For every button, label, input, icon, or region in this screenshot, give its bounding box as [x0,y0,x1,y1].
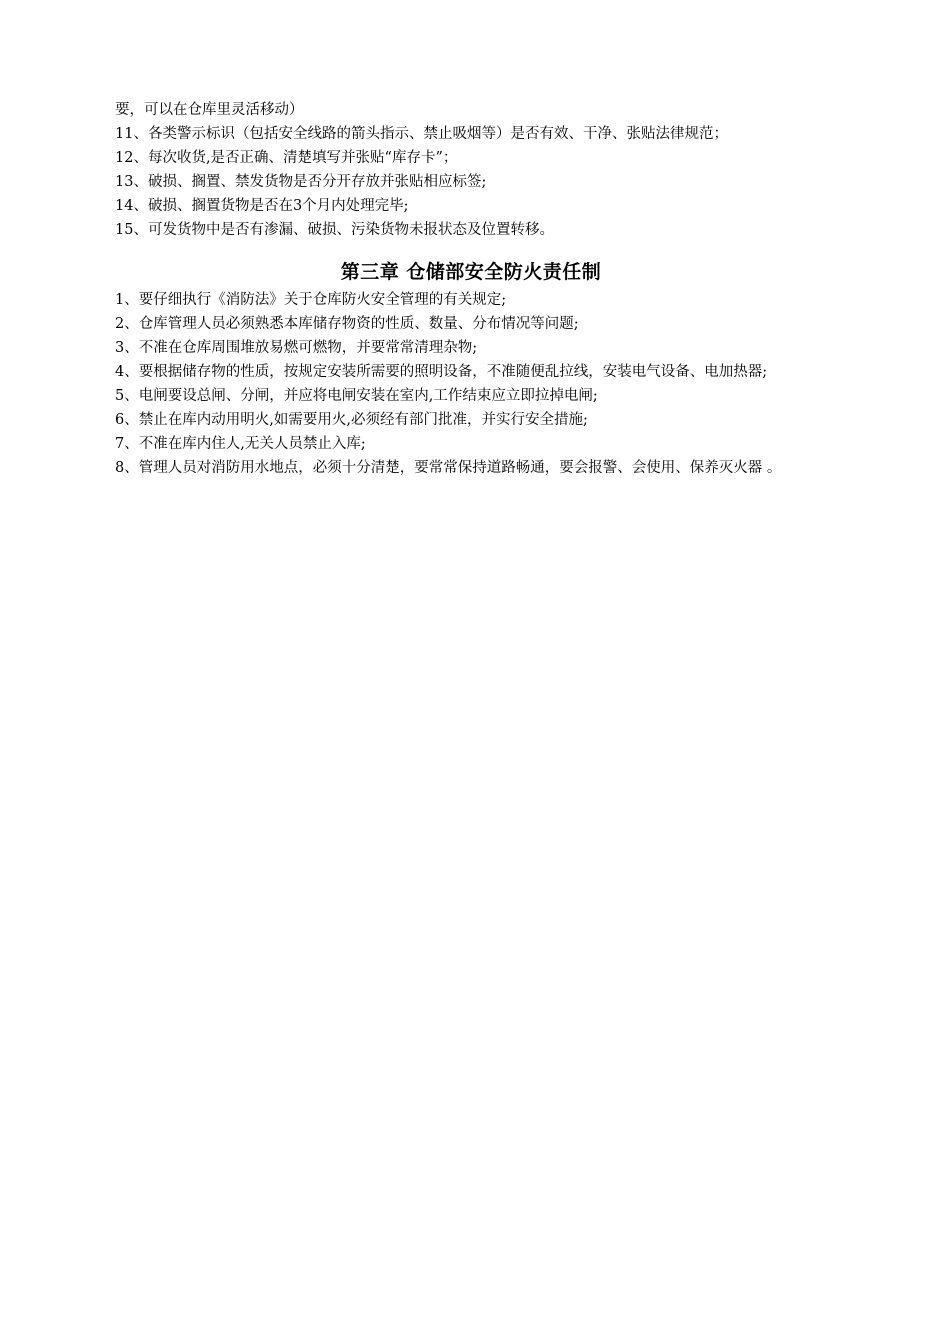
list-item: 要，可以在仓库里灵活移动） [115,102,304,118]
document-page [115,98,827,480]
list-item: 15、可发货物中是否有渗漏、破损、污染货物未报状态及位置转移。 [115,222,554,238]
list-item: 7、不准在库内住人,无关人员禁止入库; [115,436,366,452]
list-item: 11、各类警示标识（包括安全线路的箭头指示、禁止吸烟等）是否有效、干净、张贴法律规范； [115,126,728,142]
list-item: 12、每次收货,是否正确、清楚填写并张贴“库存卡”； [115,150,458,166]
list-item: 8、管理人员对消防用水地点，必须十分清楚，要常常保持道路畅通，要会报警、会使用、保养灭火器 。 [115,460,782,476]
chapter-item-list [115,288,827,480]
list-item: 1、要仔细执行《消防法》关于仓库防火安全管理的有关规定; [115,292,507,308]
chapter-title: 第三章 仓储部安全防火责任制 [340,261,602,283]
list-item: 5、电闸要设总闸、分闸，并应将电闸安装在室内,工作结束应立即拉掉电闸; [115,388,598,404]
list-item: 13、破损、搁置、禁发货物是否分开存放并张贴相应标签; [115,174,487,190]
list-item: 6、禁止在库内动用明火,如需要用火,必须经有部门批准，并实行安全措施; [115,412,588,428]
list-item: 4、要根据储存物的性质，按规定安装所需要的照明设备，不准随便乱拉线，安装电气设备、电加热器; [115,364,768,380]
list-item: 3、不准在仓库周围堆放易燃可燃物，并要常常清理杂物; [115,340,478,356]
list-item: 2、仓库管理人员必须熟悉本库储存物资的性质、数量、分布情况等问题; [115,316,579,332]
list-item: 14、破损、搁置货物是否在3个月内处理完毕; [115,198,409,214]
previous-section-list [115,98,827,242]
